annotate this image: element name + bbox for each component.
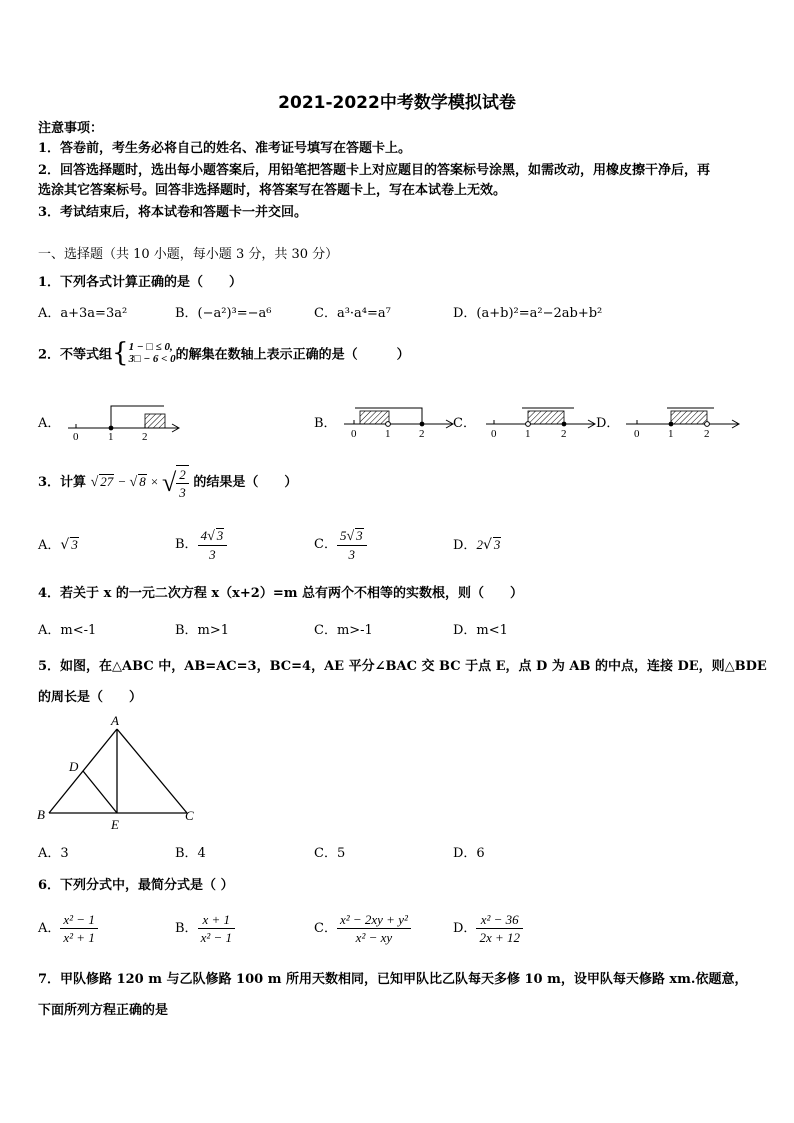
numerator: x + 1 (198, 911, 235, 929)
inequality-system (129, 341, 176, 365)
option-b (175, 525, 227, 565)
sqrt-icon: √ (90, 475, 99, 490)
inequality-line: 3□ − 6 < 0 (128, 353, 176, 365)
tick-label: 1 (108, 431, 114, 442)
option-d: D． (596, 416, 620, 431)
tick-label: 0 (351, 428, 357, 440)
radicand: 27 (100, 474, 114, 489)
option-d: D．(a+b)²=a²−2ab+b² (453, 306, 603, 321)
fraction (476, 911, 523, 946)
option-d: D．m<1 (453, 623, 508, 638)
section-heading: 一、选择题（共 10 小题，每小题 3 分，共 30 分） (38, 247, 339, 262)
tick-label: 0 (634, 428, 640, 440)
radicand: 3 (71, 537, 78, 552)
numerator: x² − 1 (60, 911, 97, 929)
question-stem: 6．下列分式中，最简分式是（ ） (38, 878, 234, 893)
fraction (337, 527, 367, 563)
option-c: C．a³·a⁴=a⁷ (314, 306, 391, 321)
notice-item: 3．考试结束后，将本试卷和答题卡一并交回。 (38, 205, 308, 220)
denominator: x² − 1 (200, 930, 233, 945)
question-stem: 3．计算 (38, 475, 87, 490)
radicand: 3 (356, 527, 363, 543)
numerator: x² − 36 (476, 911, 523, 929)
option-label: A． (38, 538, 61, 553)
option-a (38, 909, 98, 949)
denominator: 3 (209, 546, 216, 562)
question-stem: 的解集在数轴上表示正确的是（ ） (175, 347, 410, 363)
question-3 (38, 462, 297, 502)
option-c (314, 909, 411, 949)
option-b: B． (314, 416, 337, 431)
radicand: 3 (493, 537, 501, 552)
operator: − (117, 474, 127, 489)
notice-item: 选涂其它答案标号。回答非选择题时，将答案写在答题卡上，写在本试卷上无效。 (38, 183, 507, 198)
question-stem: 4．若关于 x 的一元二次方程 x（x+2）=m 总有两个不相等的实数根，则（ ） (38, 586, 523, 601)
denominator: 3 (179, 485, 186, 501)
question-stem: 下面所列方程正确的是 (38, 1003, 169, 1018)
option-b: B．m>1 (175, 623, 230, 638)
expression (90, 467, 189, 501)
option-label: A． (38, 921, 61, 936)
coefficient: 5 (339, 527, 347, 543)
tick-label: 2 (561, 428, 567, 440)
question-stem: 1．下列各式计算正确的是（ ） (38, 275, 243, 290)
option-c: C．5 (314, 846, 346, 861)
denominator: 3 (348, 546, 356, 562)
tick-label: 1 (668, 428, 674, 440)
page-title: 2021-2022中考数学模拟试卷 (278, 93, 516, 113)
option-c: C． (453, 416, 476, 431)
sqrt-icon: √ (60, 537, 70, 553)
inequality-line: 1 − □ ≤ 0, (128, 341, 173, 353)
number-line-a (60, 402, 185, 442)
option-a: A．a+3a=3a² (38, 306, 128, 321)
coefficient: 4 (200, 527, 208, 543)
question-stem: 5．如图，在△ABC 中，AB=AC=3，BC=4，AE 平分∠BAC 交 BC 于点 E，点 D 为 AB 的中点，连接 DE，则△BDE (38, 659, 767, 674)
sqrt-icon: √ (482, 537, 492, 553)
question-2 (38, 338, 410, 368)
vertex-label: C (185, 808, 194, 823)
tick-label: 2 (419, 428, 425, 440)
denominator: x² − xy (355, 930, 393, 945)
denominator: 2x + 12 (479, 930, 520, 945)
numerator: 2 (176, 466, 189, 484)
brace-icon: { (112, 338, 129, 368)
option-b: B．(−a²)³=−a⁶ (175, 306, 272, 321)
option-a: A．m<-1 (38, 623, 97, 638)
sqrt-icon: √ (346, 528, 355, 544)
fraction (176, 465, 189, 501)
option-label: D． (453, 538, 477, 553)
option-c (314, 525, 367, 565)
notice-item: 2．回答选择题时，选出每小题答案后，用铅笔把答题卡上对应题目的答案标号涂黑，如需改动，用橡皮擦干净后，再 (38, 163, 711, 178)
number-line-d (622, 402, 742, 442)
vertex-label: B (37, 807, 45, 822)
notice-heading: 注意事项： (38, 121, 104, 136)
question-stem: 7．甲队修路 120 m 与乙队修路 100 m 所用天数相同，已知甲队比乙队每天多修 10 m，设甲队每天修路 xm.依题意， (38, 972, 748, 987)
triangle-figure (35, 712, 200, 834)
option-a (38, 527, 79, 563)
sqrt-icon: √ (207, 528, 215, 544)
fraction (337, 911, 411, 946)
option-d (453, 909, 523, 949)
option-label: C． (314, 537, 337, 552)
notice-item: 1．答卷前，考生务必将自己的姓名、准考证号填写在答题卡上。 (38, 141, 412, 156)
tick-label: 0 (73, 431, 79, 442)
fraction (198, 527, 228, 563)
option-label: D． (453, 921, 477, 936)
numerator (198, 527, 228, 546)
question-stem: 2．不等式组 (38, 347, 113, 363)
option-label: C． (314, 921, 337, 936)
tick-label: 1 (385, 428, 391, 440)
denominator: x² + 1 (63, 930, 95, 945)
option-d: D．6 (453, 846, 485, 861)
coefficient: 2 (476, 537, 483, 552)
radicand: 8 (139, 474, 146, 489)
fraction (198, 911, 235, 946)
numerator: x² − 2xy + y² (337, 911, 411, 929)
tick-label: 1 (525, 428, 531, 440)
tick-label: 2 (142, 431, 148, 442)
operator: × (149, 474, 159, 489)
option-label: B． (175, 537, 198, 552)
sqrt-icon: √ (129, 475, 138, 490)
option-a: A．3 (38, 846, 69, 861)
option-b: B．4 (175, 846, 206, 861)
question-stem: 的结果是（ ） (193, 475, 298, 490)
vertex-label: A (111, 713, 119, 728)
question-stem: 的周长是（ ） (38, 690, 143, 705)
fraction (60, 911, 97, 946)
option-label: B． (175, 921, 198, 936)
option-c: C．m>-1 (314, 623, 373, 638)
tick-label: 0 (491, 428, 497, 440)
sqrt-icon: √ (162, 468, 177, 498)
option-d (453, 527, 501, 563)
vertex-label: E (111, 817, 119, 832)
number-line-b (340, 402, 455, 442)
option-b (175, 909, 235, 949)
radicand: 3 (216, 527, 224, 543)
numerator (337, 527, 367, 546)
vertex-label: D (69, 759, 79, 774)
number-line-c (482, 402, 597, 442)
tick-label: 2 (704, 428, 710, 440)
option-a: A． (38, 416, 61, 431)
